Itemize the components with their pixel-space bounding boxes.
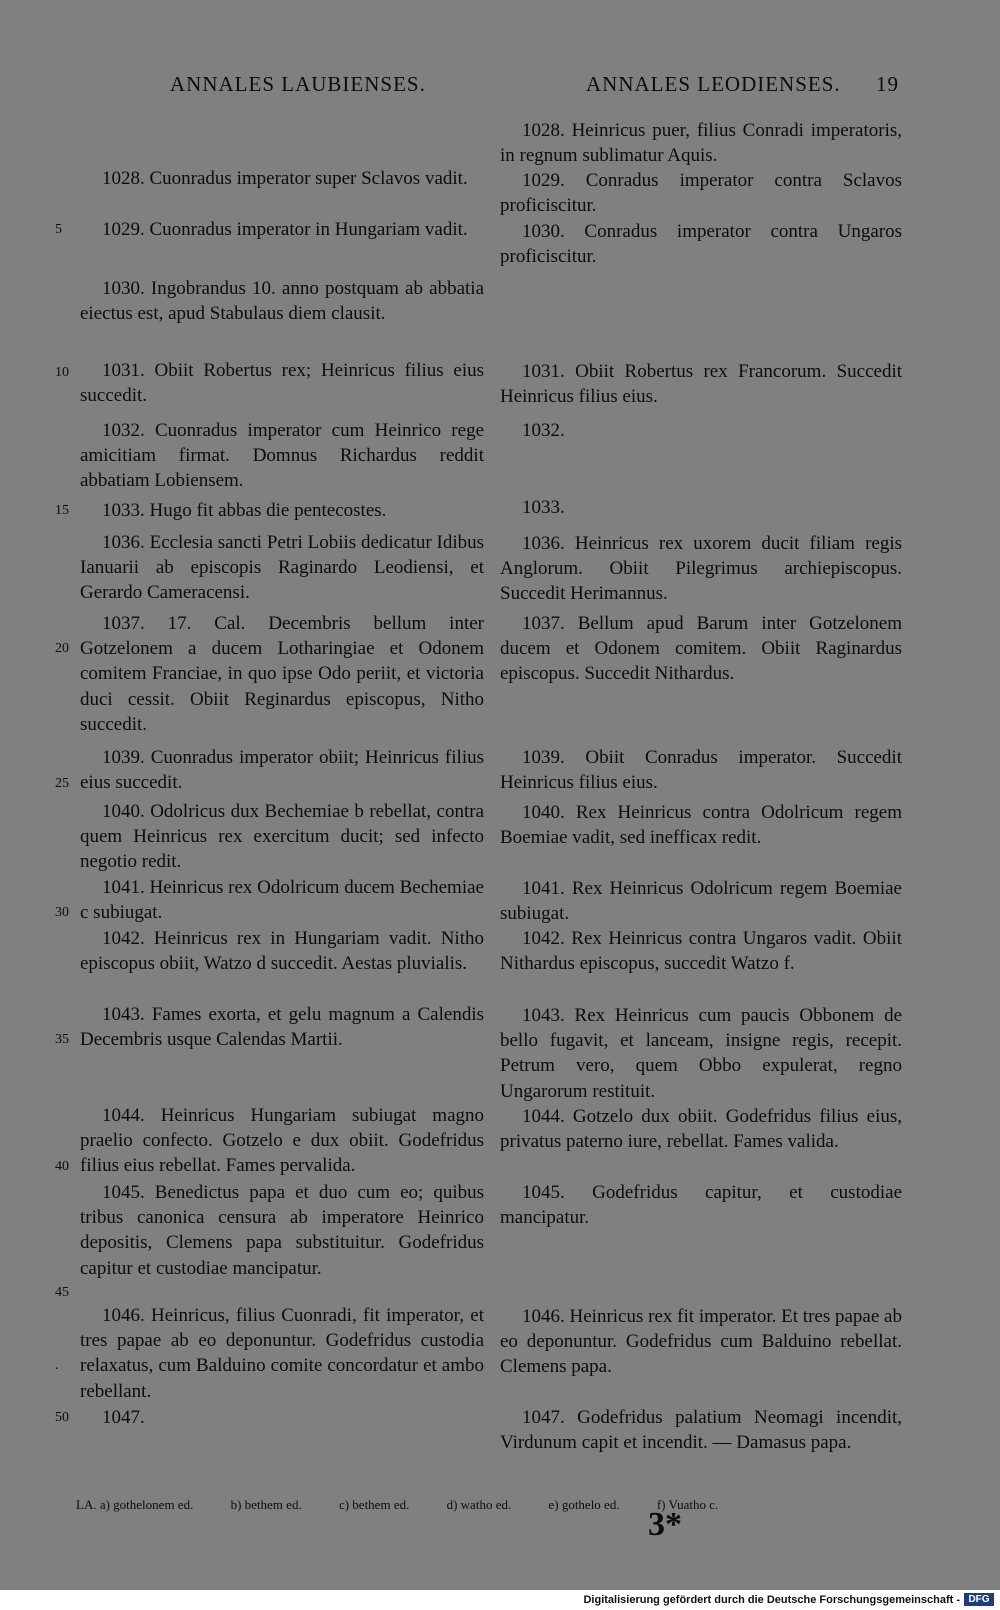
left-entry: 1036. Ecclesia sancti Petri Lobiis dedicatur Idibus Ianuarii ab episcopis Raginardo Leodiensi, et Gerardo Cameracensi. (80, 532, 484, 604)
left-entry: 1030. Ingobrandus 10. anno postquam ab abbatia eiectus est, apud Stabulaus diem clausit. (80, 278, 484, 325)
line-number: 40 (55, 1159, 69, 1174)
right-entry: 1044. Gotzelo dux obiit. Godefridus filius eius, privatus paterno iure, rebellat. Fames valida. (500, 1106, 902, 1153)
right-entry: 1041. Rex Heinricus Odolricum regem Boemiae subiugat. (500, 878, 902, 925)
right-entry: 1030. Conradus imperator contra Ungaros proficiscitur. (500, 221, 902, 268)
left-entry: 1042. Heinricus rex in Hungariam vadit. Nitho episcopus obiit, Watzo d succedit. Aestas pluvialis. (80, 928, 484, 975)
right-entry: 1039. Obiit Conradus imperator. Succedit Heinricus filius eius. (500, 747, 902, 794)
right-entry: 1042. Rex Heinricus contra Ungaros vadit. Obiit Nithardus episcopus, succedit Watzo f. (500, 928, 902, 975)
line-number: 5 (55, 222, 62, 237)
line-number: 35 (55, 1032, 69, 1047)
left-entry: 1029. Cuonradus imperator in Hungariam vadit. (102, 219, 468, 240)
right-entry: 1032. (522, 420, 565, 441)
line-number: 25 (55, 776, 69, 791)
footnotes (76, 1497, 876, 1513)
left-entry: 1033. Hugo fit abbas die pentecostes. (102, 500, 387, 521)
page-number: 19 (876, 72, 899, 96)
running-head-right: ANNALES LEODIENSES. (586, 72, 841, 96)
left-entry: 1041. Heinricus rex Odolricum ducem Bechemiae c subiugat. (80, 877, 484, 924)
footnote: c) bethem ed. (338, 1497, 410, 1512)
digitization-banner (0, 1590, 1000, 1610)
footnote: LA. a) gothelonem ed. (76, 1497, 194, 1512)
signature-mark: 3* (648, 1506, 682, 1543)
line-number: 20 (55, 641, 69, 656)
left-entry: 1028. Cuonradus imperator super Sclavos vadit. (102, 168, 468, 189)
line-number: 10 (55, 365, 69, 380)
footnote: b) bethem ed. (230, 1497, 302, 1512)
line-number: 45 (55, 1285, 69, 1300)
left-entry: 1046. Heinricus, filius Cuonradi, fit imperator, et tres papae ab eo deponuntur. Godefridus custodia relaxatus, cum Balduino comite concordatur et ambo rebellant. (80, 1305, 484, 1402)
right-entry: 1028. Heinricus puer, filius Conradi imperatoris, in regnum sublimatur Aquis. (500, 120, 902, 167)
right-entry: 1037. Bellum apud Barum inter Gotzelonem ducem et Odonem comitem. Obiit Raginardus episcopus. Succedit Nithardus. (500, 613, 902, 685)
left-entry: 1045. Benedictus papa et duo cum eo; quibus tribus canonica censura ab imperatore Heinrico depositis, Clemens papa substituitur. Godefridus capitur et custodiae mancipatur. (80, 1182, 484, 1279)
left-entry: 1043. Fames exorta, et gelu magnum a Calendis Decembris usque Calendas Martii. (80, 1004, 484, 1051)
right-entry: 1043. Rex Heinricus cum paucis Obbonem de bello fugavit, et lanceam, insigne regis, recepit. Petrum vero, quem Obbo expulerat, regno Ungarorum restituit. (500, 1005, 902, 1102)
line-number: 15 (55, 503, 69, 518)
left-entry: 1044. Heinricus Hungariam subiugat magno praelio confecto. Gotzelo e dux obiit. Godefridus filius eius rebellat. Fames pervalida. (80, 1105, 484, 1177)
footnote: f) Vuatho c. (656, 1497, 719, 1512)
left-entry: 1037. 17. Cal. Decembris bellum inter Gotzelonem a ducem Lotharingiae et Odonem comitem Franciae, in quo ipse Odo periit, et victoria duci cessit. Obiit Reginardus episcopus, Nitho succedit. (80, 613, 484, 735)
right-entry: 1040. Rex Heinricus contra Odolricum regem Boemiae vadit, sed inefficax redit. (500, 802, 902, 849)
line-number: 30 (55, 905, 69, 920)
running-head-left: ANNALES LAUBIENSES. (170, 72, 426, 96)
right-entry: 1036. Heinricus rex uxorem ducit filiam regis Anglorum. Obiit Pilegrimus archiepiscopus. Succedit Herimannus. (500, 533, 902, 605)
right-entry: 1045. Godefridus capitur, et custodiae mancipatur. (500, 1182, 902, 1229)
right-entry: 1047. Godefridus palatium Neomagi incendit, Virdunum capit et incendit. — Damasus papa. (500, 1407, 902, 1454)
right-entry: 1031. Obiit Robertus rex Francorum. Succedit Heinricus filius eius. (500, 361, 902, 408)
footnote: d) watho ed. (446, 1497, 512, 1512)
left-entry: 1031. Obiit Robertus rex; Heinricus filius eius succedit. (80, 360, 484, 407)
dfg-logo: DFG (964, 1593, 994, 1606)
left-entry: 1032. Cuonradus imperator cum Heinrico rege amicitiam firmat. Domnus Richardus reddit abbatiam Lobiensem. (80, 420, 484, 492)
line-number: . (55, 1358, 59, 1373)
banner-text: Digitalisierung gefördert durch die Deutsche Forschungsgemeinschaft - (583, 1594, 960, 1606)
line-number: 50 (55, 1410, 69, 1425)
left-entry: 1047. (102, 1407, 145, 1428)
right-entry: 1046. Heinricus rex fit imperator. Et tres papae ab eo deponuntur. Godefridus cum Balduino rebellat. Clemens papa. (500, 1306, 902, 1378)
right-entry: 1029. Conradus imperator contra Sclavos proficiscitur. (500, 170, 902, 217)
right-entry: 1033. (522, 497, 565, 518)
left-entry: 1039. Cuonradus imperator obiit; Heinricus filius eius succedit. (80, 747, 484, 794)
left-entry: 1040. Odolricus dux Bechemiae b rebellat, contra quem Heinricus rex exercitum ducit; sed infecto negotio redit. (80, 801, 484, 873)
footnote: e) gothelo ed. (548, 1497, 620, 1512)
